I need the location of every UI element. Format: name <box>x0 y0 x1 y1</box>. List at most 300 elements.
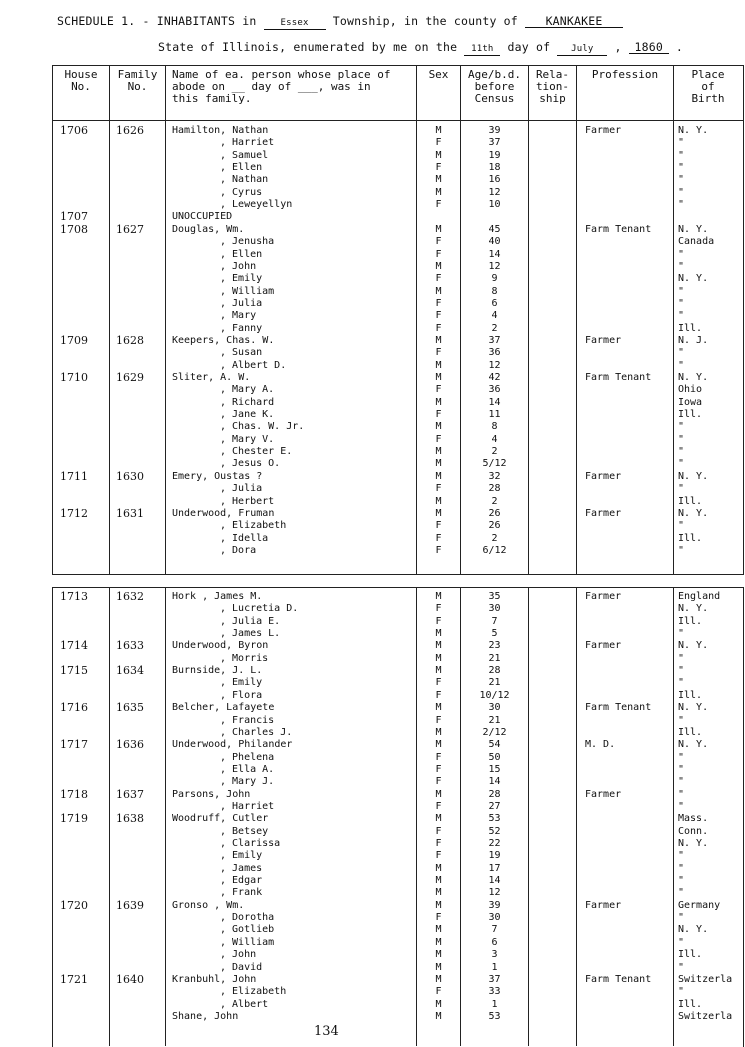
cell-age: 7 <box>491 615 498 627</box>
cell-sex: M <box>435 875 442 887</box>
cell-prof: Farmer <box>585 334 622 346</box>
cell-house: 1711 <box>60 469 88 483</box>
cell-name: , Mary A. <box>220 384 275 396</box>
cell-birth: Canada <box>678 236 715 248</box>
cell-birth: N. Y. <box>678 125 709 136</box>
cell-prof: Farmer <box>585 788 622 800</box>
cell-sex: M <box>435 788 442 800</box>
cell-age: 12 <box>488 260 501 272</box>
cell-name: , Jane K. <box>220 409 275 421</box>
cell-birth: " <box>678 174 685 186</box>
cell-name: , Nathan <box>220 174 269 186</box>
cell-birth: " <box>678 458 685 470</box>
col-house-header: House No. <box>64 68 98 93</box>
cell-name: , Jesus O. <box>220 458 281 470</box>
cell-birth: England <box>678 591 721 602</box>
cell-age: 28 <box>488 483 501 495</box>
cell-sex: F <box>435 751 442 763</box>
schedule-title-line <box>57 14 623 30</box>
cell-birth: " <box>678 763 685 775</box>
cell-name: , Phelena <box>220 751 275 763</box>
cell-birth: " <box>678 520 685 532</box>
cell-age: 6/12 <box>482 544 507 556</box>
cell-birth: " <box>678 936 685 948</box>
cell-family: 1638 <box>116 812 144 826</box>
cell-age: 23 <box>488 640 501 652</box>
cell-birth: Ill. <box>678 532 703 544</box>
cell-sex: M <box>435 334 442 346</box>
cell-birth: Ohio <box>678 384 703 396</box>
cell-sex: M <box>435 936 442 948</box>
cell-age: 1 <box>491 961 498 973</box>
cell-name: Douglas, Wm. <box>172 223 245 235</box>
cell-name: , Gotlieb <box>220 924 275 936</box>
cell-birth: Ill. <box>678 495 703 507</box>
header-divider <box>52 120 743 121</box>
cell-birth: Ill. <box>678 998 703 1010</box>
cell-name: , Frank <box>220 887 263 899</box>
cell-age: 1 <box>491 998 498 1010</box>
cell-name: , Charles J. <box>220 726 293 738</box>
cell-age: 39 <box>488 125 501 136</box>
cell-name: , Ellen <box>220 162 263 174</box>
cell-age: 12 <box>488 359 501 371</box>
cell-birth: " <box>678 665 685 677</box>
cell-age: 3 <box>491 949 498 961</box>
cell-sex: F <box>435 689 442 701</box>
cell-sex: M <box>435 495 442 507</box>
cell-sex: F <box>435 322 442 334</box>
cell-age: 4 <box>491 310 498 322</box>
cell-name: Hork , James M. <box>172 591 263 602</box>
cell-birth: " <box>678 714 685 726</box>
cell-age: 10 <box>488 199 501 211</box>
cell-birth: " <box>678 751 685 763</box>
col-birthplace-header: Place of Birth <box>691 68 725 105</box>
cell-age: 26 <box>488 507 501 519</box>
cell-name: , William <box>220 936 275 948</box>
cell-age: 53 <box>488 1010 501 1022</box>
cell-birth: " <box>678 347 685 359</box>
cell-house: 1720 <box>60 898 88 912</box>
cell-age: 2 <box>491 322 498 334</box>
cell-birth: " <box>678 887 685 899</box>
cell-age: 14 <box>488 248 501 260</box>
cell-birth: " <box>678 862 685 874</box>
cell-name: , Ellen <box>220 248 263 260</box>
cell-age: 28 <box>488 788 501 800</box>
cell-sex: F <box>435 520 442 532</box>
cell-sex: F <box>435 986 442 998</box>
cell-prof: Farm Tenant <box>585 702 652 714</box>
cell-family: 1629 <box>116 371 144 384</box>
cell-sex: F <box>435 714 442 726</box>
cell-sex: M <box>435 372 442 383</box>
cell-birth: " <box>678 149 685 161</box>
cell-sex: F <box>435 912 442 924</box>
cell-birth: " <box>678 961 685 973</box>
cell-name: , Idella <box>220 532 269 544</box>
cell-sex: M <box>435 813 442 825</box>
cell-sex: F <box>435 850 442 862</box>
cell-sex: F <box>435 763 442 775</box>
cell-name: , Francis <box>220 714 275 726</box>
cell-sex: M <box>435 446 442 458</box>
col-name-header: Name of ea. person whose place of abode on __ day of ___, was in this family. <box>172 68 391 105</box>
cell-family: 1632 <box>116 590 144 603</box>
cell-sex: M <box>435 359 442 371</box>
cell-name: Kranbuhl, John <box>172 973 257 985</box>
cell-age: 10/12 <box>479 689 510 701</box>
cell-sex: F <box>435 615 442 627</box>
cell-house: 1719 <box>60 812 88 826</box>
cell-sex: F <box>435 483 442 495</box>
cell-name: , Dorotha <box>220 912 275 924</box>
cell-age: 8 <box>491 285 498 297</box>
cell-age: 14 <box>488 875 501 887</box>
cell-age: 32 <box>488 470 501 482</box>
cell-name: Emery, Oustas ? <box>172 470 263 482</box>
cell-age: 42 <box>488 372 501 383</box>
cell-birth: N. Y. <box>678 507 709 519</box>
cell-name: , Mary V. <box>220 433 275 445</box>
cell-sex: M <box>435 1010 442 1022</box>
cell-family: 1639 <box>116 898 144 912</box>
cell-sex: M <box>435 887 442 899</box>
cell-age: 2 <box>491 532 498 544</box>
day-word: day of <box>507 40 551 54</box>
cell-prof: Farm Tenant <box>585 223 652 235</box>
cell-house: 1714 <box>60 639 88 653</box>
cell-name: , Flora <box>220 689 263 701</box>
cell-age: 21 <box>488 677 501 689</box>
col-age-header: Age/b.d. before Census <box>468 68 521 105</box>
cell-family: 1633 <box>116 639 144 653</box>
cell-sex: F <box>435 544 442 556</box>
cell-house: 1707 <box>60 210 88 224</box>
cell-birth: " <box>678 875 685 887</box>
cell-name: , John <box>220 260 257 272</box>
cell-name: Hamilton, Nathan <box>172 125 269 136</box>
cell-birth: " <box>678 652 685 664</box>
cell-age: 30 <box>488 702 501 714</box>
cell-age: 22 <box>488 838 501 849</box>
cell-family: 1635 <box>116 701 144 715</box>
cell-house: 1718 <box>60 787 88 801</box>
cell-name: , James <box>220 862 263 874</box>
cell-sex: M <box>435 421 442 433</box>
cell-birth: Germany <box>678 899 721 911</box>
cell-name: , Herbert <box>220 495 275 507</box>
cell-age: 37 <box>488 973 501 985</box>
cell-name: , Clarissa <box>220 838 281 849</box>
cell-name: Keepers, Chas. W. <box>172 334 275 346</box>
cell-birth: " <box>678 544 685 556</box>
cell-age: 28 <box>488 665 501 677</box>
col-profession-header: Profession <box>591 68 659 81</box>
cell-birth: " <box>678 776 685 788</box>
cell-birth: N. Y. <box>678 838 709 849</box>
cell-sex: M <box>435 924 442 936</box>
cell-birth: Switzerla <box>678 973 733 985</box>
cell-name: Underwood, Byron <box>172 640 269 652</box>
cell-family: 1637 <box>116 787 144 801</box>
cell-birth: N. Y. <box>678 640 709 652</box>
cell-sex: M <box>435 961 442 973</box>
cell-sex: F <box>435 273 442 285</box>
cell-sex: M <box>435 260 442 272</box>
cell-age: 17 <box>488 862 501 874</box>
cell-age: 18 <box>488 162 501 174</box>
cell-age: 19 <box>488 850 501 862</box>
cell-house: 1713 <box>60 590 88 603</box>
cell-name: , Richard <box>220 396 275 408</box>
cell-age: 45 <box>488 223 501 235</box>
cell-prof: Farmer <box>585 591 622 602</box>
cell-age: 35 <box>488 591 501 602</box>
cell-name: , Emily <box>220 273 263 285</box>
cell-age: 11 <box>488 409 501 421</box>
enumeration-line: State of Illinois, enumerated by me on the 11th day of July , 1860 . <box>158 40 683 54</box>
cell-name: , Fanny <box>220 322 263 334</box>
cell-sex: M <box>435 174 442 186</box>
cell-name: , Dora <box>220 544 257 556</box>
cell-sex: F <box>435 297 442 309</box>
cell-sex: F <box>435 838 442 849</box>
cell-birth: N. Y. <box>678 273 709 285</box>
cell-name: , Samuel <box>220 149 269 161</box>
cell-prof: Farmer <box>585 640 622 652</box>
cell-name: , Elizabeth <box>220 986 287 998</box>
cell-house: 1712 <box>60 506 88 520</box>
cell-birth: Switzerla <box>678 1010 733 1022</box>
cell-birth: N. Y. <box>678 924 709 936</box>
cell-age: 36 <box>488 384 501 396</box>
cell-birth: Ill. <box>678 322 703 334</box>
cell-birth: Ill. <box>678 409 703 421</box>
cell-name: Shane, John <box>172 1010 239 1022</box>
cell-age: 21 <box>488 714 501 726</box>
cell-age: 26 <box>488 520 501 532</box>
day-value: 11th <box>464 43 500 56</box>
cell-name: , Julia E. <box>220 615 281 627</box>
cell-birth: N. Y. <box>678 372 709 383</box>
cell-age: 15 <box>488 763 501 775</box>
cell-sex: F <box>435 310 442 322</box>
cell-name: , Emily <box>220 850 263 862</box>
cell-sex: F <box>435 532 442 544</box>
cell-birth: Ill. <box>678 615 703 627</box>
cell-age: 19 <box>488 149 501 161</box>
cell-family: 1626 <box>116 124 144 137</box>
cell-sex: F <box>435 199 442 211</box>
cell-age: 6 <box>491 297 498 309</box>
cell-name: UNOCCUPIED <box>172 211 233 223</box>
cell-name: , Albert D. <box>220 359 287 371</box>
cell-sex: F <box>435 433 442 445</box>
cell-name: , Emily <box>220 677 263 689</box>
cell-prof: Farmer <box>585 125 622 136</box>
cell-family: 1628 <box>116 333 144 347</box>
cell-sex: F <box>435 347 442 359</box>
cell-birth: " <box>678 800 685 812</box>
cell-name: , Chester E. <box>220 446 293 458</box>
month-value: July <box>557 43 607 56</box>
cell-name: , Albert <box>220 998 269 1010</box>
cell-age: 6 <box>491 936 498 948</box>
cell-age: 2 <box>491 495 498 507</box>
cell-name: , William <box>220 285 275 297</box>
cell-name: , Mary <box>220 310 257 322</box>
cell-birth: N. Y. <box>678 603 709 615</box>
col-sex-header: Sex <box>428 68 449 81</box>
cell-age: 33 <box>488 986 501 998</box>
cell-age: 53 <box>488 813 501 825</box>
cell-sex: M <box>435 507 442 519</box>
schedule-prefix: SCHEDULE 1. - INHABITANTS in <box>57 14 257 28</box>
cell-sex: M <box>435 726 442 738</box>
cell-prof: Farm Tenant <box>585 372 652 383</box>
county-value: KANKAKEE <box>525 15 623 28</box>
cell-birth: N. Y. <box>678 739 709 751</box>
cell-birth: " <box>678 162 685 174</box>
cell-sex: M <box>435 949 442 961</box>
cell-name: , David <box>220 961 263 973</box>
cell-age: 30 <box>488 603 501 615</box>
cell-name: , Elizabeth <box>220 520 287 532</box>
cell-birth: " <box>678 677 685 689</box>
cell-name: , Mary J. <box>220 776 275 788</box>
cell-name: Gronso , Wm. <box>172 899 245 911</box>
cell-age: 36 <box>488 347 501 359</box>
cell-name: Belcher, Lafayete <box>172 702 275 714</box>
cell-name: , Harriet <box>220 137 275 149</box>
cell-age: 8 <box>491 421 498 433</box>
cell-birth: " <box>678 199 685 211</box>
cell-sex: M <box>435 186 442 198</box>
cell-sex: M <box>435 739 442 751</box>
cell-prof: Farmer <box>585 470 622 482</box>
cell-sex: F <box>435 162 442 174</box>
cell-birth: " <box>678 446 685 458</box>
year-value: 1860 <box>629 41 669 54</box>
page-number: 134 <box>314 1024 339 1039</box>
cell-house: 1717 <box>60 738 88 752</box>
cell-age: 40 <box>488 236 501 248</box>
cell-prof: M. D. <box>585 739 616 751</box>
cell-age: 2 <box>491 446 498 458</box>
cell-sex: M <box>435 628 442 640</box>
cell-house: 1706 <box>60 124 88 137</box>
cell-birth: " <box>678 421 685 433</box>
cell-sex: M <box>435 149 442 161</box>
cell-age: 16 <box>488 174 501 186</box>
cell-sex: M <box>435 998 442 1010</box>
col-family-header: Family No. <box>117 68 158 93</box>
cell-age: 7 <box>491 924 498 936</box>
cell-birth: " <box>678 285 685 297</box>
cell-name: , Cyrus <box>220 186 263 198</box>
cell-name: Parsons, John <box>172 788 251 800</box>
cell-age: 54 <box>488 739 501 751</box>
cell-age: 4 <box>491 433 498 445</box>
cell-age: 37 <box>488 334 501 346</box>
cell-birth: N. Y. <box>678 702 709 714</box>
cell-sex: M <box>435 125 442 136</box>
cell-house: 1715 <box>60 664 88 678</box>
cell-birth: Mass. <box>678 813 709 825</box>
cell-birth: " <box>678 912 685 924</box>
township-value: Essex <box>264 17 326 30</box>
cell-sex: M <box>435 652 442 664</box>
cell-sex: F <box>435 384 442 396</box>
cell-age: 37 <box>488 137 501 149</box>
cell-age: 14 <box>488 396 501 408</box>
cell-age: 5/12 <box>482 458 507 470</box>
cell-sex: F <box>435 248 442 260</box>
cell-sex: M <box>435 285 442 297</box>
cell-birth: " <box>678 628 685 640</box>
enumeration-prefix: State of Illinois, enumerated by me on the <box>158 40 458 54</box>
cell-sex: F <box>435 677 442 689</box>
cell-birth: " <box>678 359 685 371</box>
cell-name: , John <box>220 949 257 961</box>
cell-birth: N. J. <box>678 334 709 346</box>
cell-house: 1709 <box>60 333 88 347</box>
cell-age: 39 <box>488 899 501 911</box>
cell-sex: M <box>435 396 442 408</box>
cell-sex: M <box>435 702 442 714</box>
cell-family: 1640 <box>116 972 144 986</box>
cell-birth: " <box>678 483 685 495</box>
cell-family: 1634 <box>116 664 144 678</box>
cell-birth: " <box>678 986 685 998</box>
cell-prof: Farm Tenant <box>585 973 652 985</box>
cell-family: 1631 <box>116 506 144 520</box>
cell-birth: Ill. <box>678 689 703 701</box>
cell-name: Underwood, Fruman <box>172 507 275 519</box>
cell-age: 30 <box>488 912 501 924</box>
cell-sex: F <box>435 236 442 248</box>
cell-name: , James L. <box>220 628 281 640</box>
cell-name: , Jenusha <box>220 236 275 248</box>
cell-age: 50 <box>488 751 501 763</box>
cell-sex: M <box>435 591 442 602</box>
cell-sex: F <box>435 137 442 149</box>
cell-name: , Leweyellyn <box>220 199 293 211</box>
cell-prof: Farmer <box>585 507 622 519</box>
cell-name: Sliter, A. W. <box>172 372 251 383</box>
cell-sex: M <box>435 665 442 677</box>
cell-birth: Iowa <box>678 396 703 408</box>
cell-age: 9 <box>491 273 498 285</box>
cell-birth: Ill. <box>678 726 703 738</box>
cell-birth: N. Y. <box>678 470 709 482</box>
cell-sex: M <box>435 973 442 985</box>
cell-age: 52 <box>488 825 501 837</box>
cell-name: , Edgar <box>220 875 263 887</box>
cell-name: , Lucretia D. <box>220 603 299 615</box>
cell-birth: " <box>678 850 685 862</box>
cell-age: 14 <box>488 776 501 788</box>
cell-sex: M <box>435 899 442 911</box>
cell-birth: " <box>678 310 685 322</box>
cell-name: , Ella A. <box>220 763 275 775</box>
cell-family: 1630 <box>116 469 144 483</box>
cell-birth: " <box>678 137 685 149</box>
cell-sex: F <box>435 409 442 421</box>
cell-sex: M <box>435 640 442 652</box>
